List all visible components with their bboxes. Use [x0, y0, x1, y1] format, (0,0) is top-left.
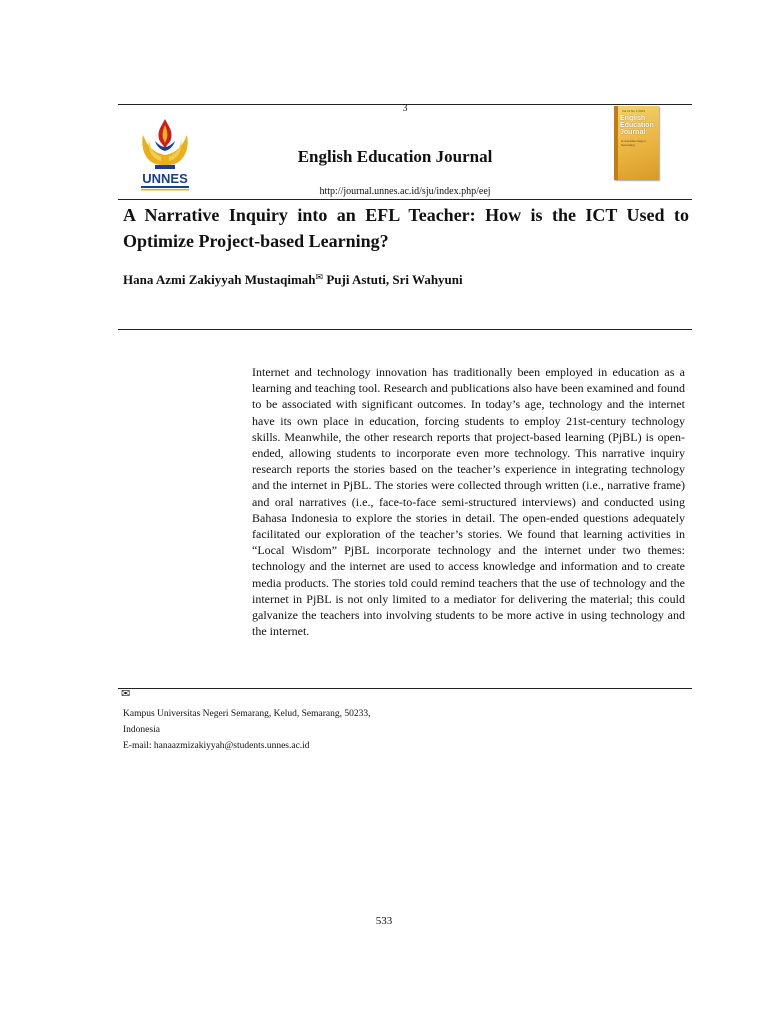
author-primary: Hana Azmi Zakiyyah Mustaqimah [123, 272, 316, 287]
header-rule [118, 199, 692, 200]
address-line-2: Indonesia [123, 725, 160, 735]
address-line-1: Kampus Universitas Negeri Semarang, Kelud, Semarang, 50233, [123, 709, 371, 719]
article-title: A Narrative Inquiry into an EFL Teacher: How is the ICT Used to Optimize Project-based Learning? [123, 205, 689, 251]
footnote-envelope-icon: ✉ [121, 688, 131, 700]
journal-title: English Education Journal [297, 147, 493, 166]
correspondence-address [123, 706, 523, 754]
page-number: 533 [375, 915, 393, 927]
logo-text: UNNES [142, 171, 188, 186]
envelope-icon: ✉ [315, 272, 324, 282]
author-others: Puji Astuti, Sri Wahyuni [323, 272, 463, 287]
abstract-text: Internet and technology innovation has traditionally been employed in education as a learning and teaching tool. Research and publications also have been examined and found to be associated with significant outcomes. In today’s age, technology and the internet have its own place in education, forcing students to employ 21st-century technology skills. Meanwhile, the other research reports that project-based learning (PjBL) is open-ended, allowing students to incorporate even more technology. This narrative inquiry research reports the stories based on the teacher’s experience in integrating technology and the internet in PjBL. The stories were collected through written (i.e., narrative frame) and oral narratives (i.e., face-to-face semi-structured interviews) and conducted using Bahasa Indonesia to explore the stories in detail. The open-ended questions adequately facilitated our exploration of the teacher’s stories. We found that learning activities in “Local Wisdom” PjBL incorporate technology and the internet under two themes: technology and the internet are used to access knowledge and information and to create media products. The stories told could remind teachers that the use of technology and the internet in PjBL is not only limited to a mediator for delivering the material; this could galvanize the teachers into involving students to be more active in using technology and the internet. [252, 365, 685, 639]
issue-number: 3 [402, 103, 408, 114]
journal-url[interactable]: http://journal.unnes.ac.id/sju/index.php/eej [319, 186, 491, 197]
cover-stripe [614, 106, 618, 180]
journal-cover-image [614, 106, 659, 180]
author-list [123, 272, 689, 288]
email-line[interactable]: E-mail: hanaazmizakiyyah@students.unnes.ac.id [123, 741, 310, 751]
footnote-rule [118, 688, 692, 689]
authors-rule [118, 329, 692, 330]
cover-volume: Vol 13 No 4 2023 [622, 109, 646, 113]
cover-subtitle: Universitas Negeri Semarang [621, 139, 646, 147]
cover-title: English Education Journal [620, 115, 654, 136]
